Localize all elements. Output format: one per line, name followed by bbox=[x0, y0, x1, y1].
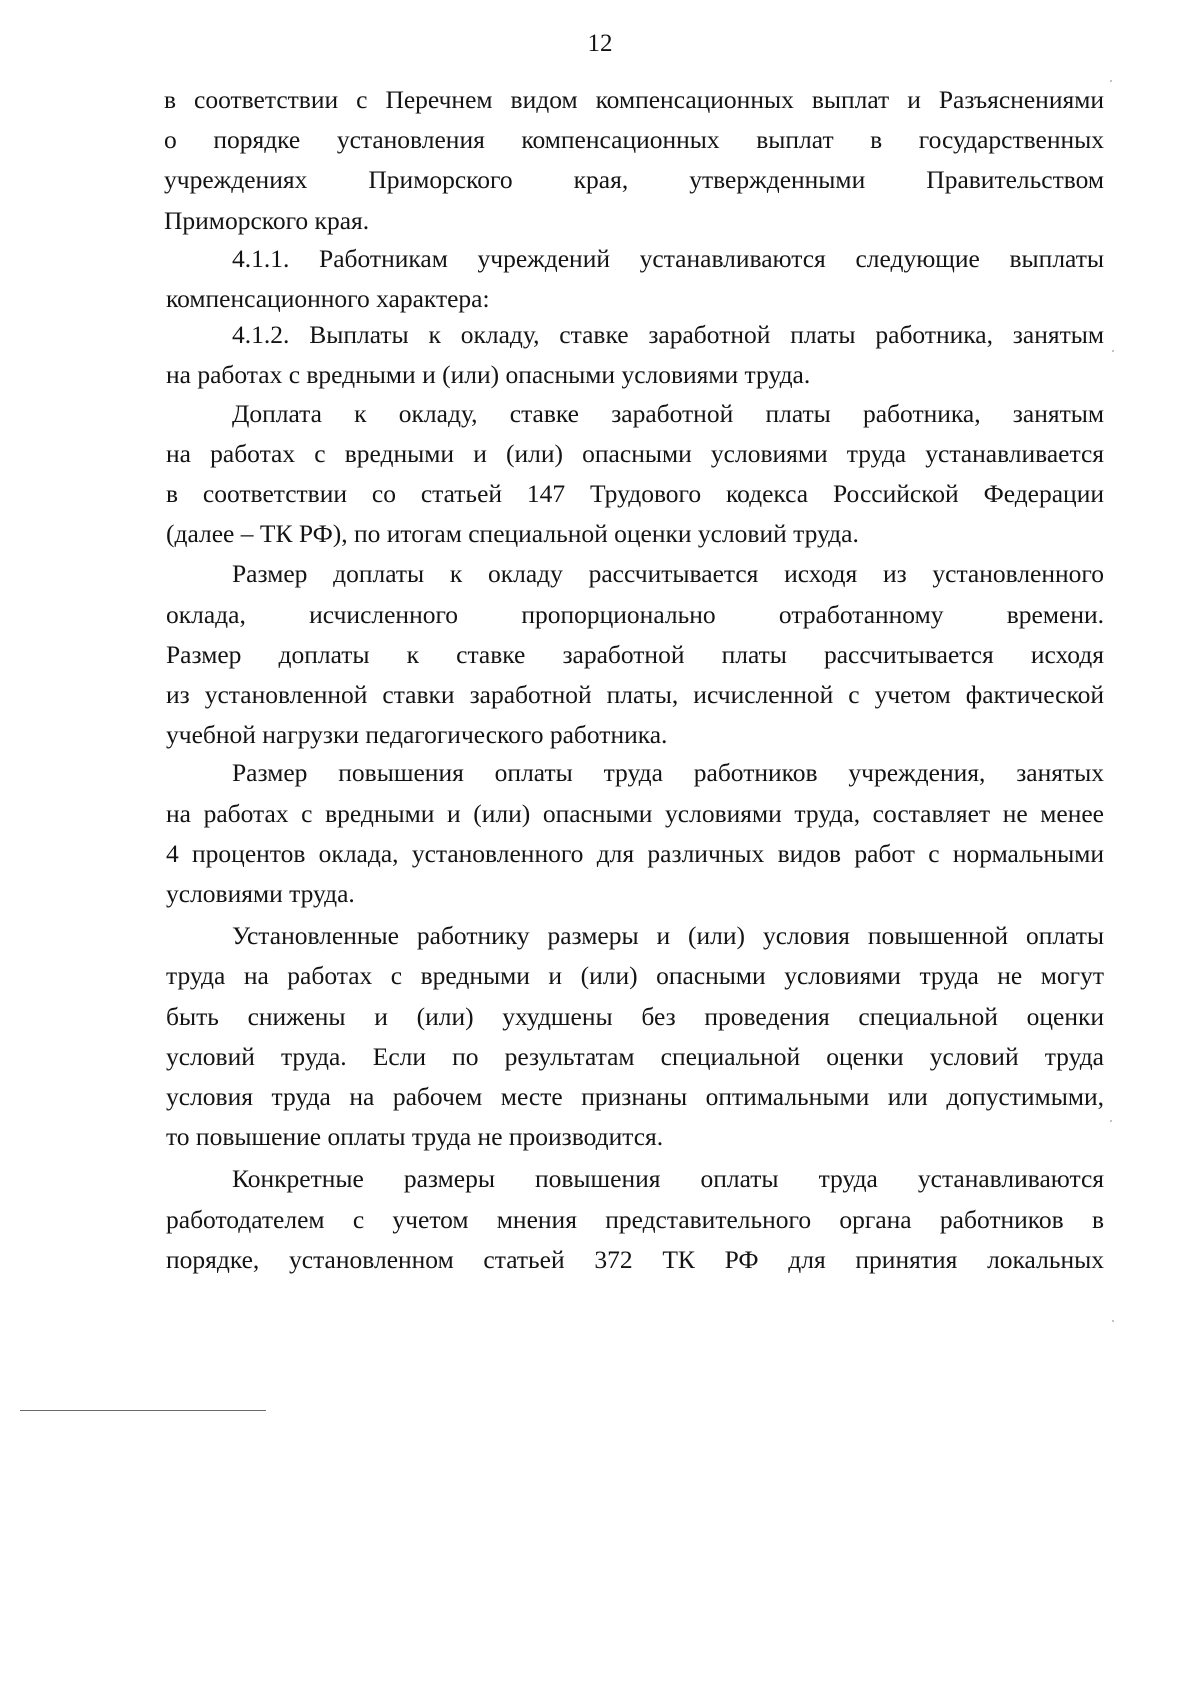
paragraph-line: в соответствии со статьей 147 Трудового кодекса Российской Федерации bbox=[166, 479, 1104, 509]
paragraph-line: работодателем с учетом мнения представительного органа работников в bbox=[166, 1204, 1104, 1234]
paragraph-line: труда на работах с вредными и (или) опасными условиями труда не могут bbox=[166, 961, 1104, 991]
paragraph-line: на работах с вредными и (или) опасными условиями труда устанавливается bbox=[166, 438, 1104, 468]
paragraph-8 bbox=[166, 1159, 1104, 1280]
paragraph-3 bbox=[166, 315, 1104, 395]
scan-speck bbox=[1110, 80, 1112, 82]
paragraph-line: Размер доплаты к ставке заработной платы рассчитывается исходя bbox=[166, 639, 1104, 669]
paragraph-line: Установленные работнику размеры и (или) условия повышенной оплаты bbox=[232, 921, 1104, 951]
paragraph-line: условий труда. Если по результатам специальной оценки условий труда bbox=[166, 1041, 1104, 1071]
page-number: 12 bbox=[587, 30, 613, 57]
paragraph-line: 4.1.2. Выплаты к окладу, ставке заработной платы работника, занятым bbox=[232, 320, 1104, 350]
paragraph-7 bbox=[166, 916, 1104, 1157]
paragraph-line: Приморского края. bbox=[164, 205, 370, 235]
paragraph-6 bbox=[166, 753, 1104, 914]
paragraph-line: условиями труда. bbox=[166, 879, 355, 909]
paragraph-line: 4 процентов оклада, установленного для различных видов работ с нормальными bbox=[166, 838, 1104, 868]
paragraph-line: быть снижены и (или) ухудшены без проведения специальной оценки bbox=[166, 1001, 1104, 1031]
document-body bbox=[166, 80, 1104, 1280]
paragraph-1 bbox=[164, 80, 1104, 241]
paragraph-line: порядке, установленном статьей 372 ТК РФ для принятия локальных bbox=[166, 1244, 1104, 1274]
paragraph-line: то повышение оплаты труда не производится. bbox=[166, 1122, 664, 1152]
footnote-separator bbox=[20, 1410, 266, 1411]
scan-speck bbox=[1112, 350, 1114, 352]
paragraph-line: (далее – ТК РФ), по итогам специальной оценки условий труда. bbox=[166, 519, 859, 549]
paragraph-line: о порядке установления компенсационных выплат в государственных bbox=[164, 125, 1104, 155]
paragraph-line: Доплата к окладу, ставке заработной платы работника, занятым bbox=[232, 398, 1104, 428]
scan-speck bbox=[1112, 1320, 1114, 1322]
paragraph-line: учебной нагрузки педагогического работника. bbox=[166, 720, 668, 750]
paragraph-line: на работах с вредными и (или) опасными условиями труда, составляет не менее bbox=[166, 798, 1104, 828]
paragraph-line: Конкретные размеры повышения оплаты труда устанавливаются bbox=[232, 1164, 1104, 1194]
paragraph-line: Размер повышения оплаты труда работников учреждения, занятых bbox=[232, 758, 1104, 788]
paragraph-line: 4.1.1. Работникам учреждений устанавливаются следующие выплаты bbox=[232, 243, 1104, 273]
paragraph-2 bbox=[166, 239, 1104, 319]
paragraph-line: условия труда на рабочем месте признаны оптимальными или допустимыми, bbox=[166, 1082, 1104, 1112]
paragraph-line: оклада, исчисленного пропорционально отработанному времени. bbox=[166, 599, 1104, 629]
paragraph-4 bbox=[166, 394, 1104, 555]
paragraph-line: Размер доплаты к окладу рассчитывается исходя из установленного bbox=[232, 559, 1104, 589]
paragraph-line: компенсационного характера: bbox=[166, 284, 490, 314]
paragraph-line: из установленной ставки заработной платы, исчисленной с учетом фактической bbox=[166, 680, 1104, 710]
paragraph-5 bbox=[166, 554, 1104, 755]
paragraph-line: в соответствии с Перечнем видом компенсационных выплат и Разъяснениями bbox=[164, 85, 1104, 114]
scan-speck bbox=[1110, 1120, 1112, 1122]
paragraph-line: на работах с вредными и (или) опасными условиями труда. bbox=[166, 360, 811, 390]
paragraph-line: учреждениях Приморского края, утвержденными Правительством bbox=[164, 165, 1104, 195]
